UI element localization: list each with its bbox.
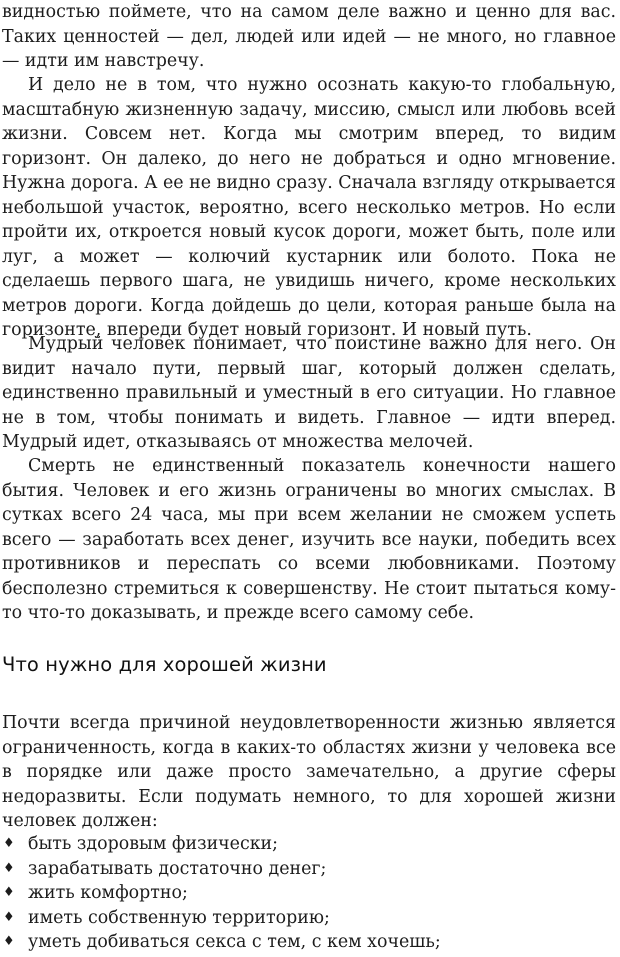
diamond-bullet-icon: ♦ <box>3 909 15 925</box>
paragraph-2: И дело не в том, что нужно осознать какую-то глобальную, масштабную жизненную задачу, миссию, смысл или любовь всей жизни. Совсем нет. Когда мы смотрим вперед, то видим горизонт. Он далеко, до него не добраться и одно мгновение. Нужна дорога. А ее не видно сразу. Сначала взгляду открывается небольшой участок, вероятно, всего несколько метров. Но если пройти их, откроется новый кусок дороги, может быть, поле или луг, а может — колючий кустарник или болото. Пока не сделаешь первого шага, не увидишь ничего, кроме нескольких метров дороги. Когда дойдешь до цели, которая раньше была на горизонте, впереди будет новый горизонт. И новый путь. <box>2 75 616 340</box>
paragraph-4: Смерть не единственный показатель конечности нашего бытия. Человек и его жизнь ограничены во многих смыслах. В сутках всего 24 часа, мы при всем желании не сможем успеть всего — заработать всех денег, изучить все науки, победить всех противников и переспать со всеми любовниками. Поэтому бесполезно стремиться к совершенству. Не стоит пытаться кому-то что-то доказывать, и прежде всего самому себе. <box>2 456 616 623</box>
list-item-text: уметь добиваться секса с тем, с кем хочешь; <box>28 932 441 953</box>
diamond-bullet-icon: ♦ <box>3 836 15 851</box>
list-item <box>2 832 616 857</box>
list-item-text: зарабатывать достаточно денег; <box>28 858 327 879</box>
bullet-list <box>2 832 616 955</box>
paragraph-3: Мудрый человек понимает, что поистине важно для него. Он видит начало пути, первый шаг, который должен сделать, единственно правильный и уместный в его ситуации. Но главное не в том, чтобы понимать и видеть. Главное — идти вперед. Мудрый идет, отказываясь от множества мелочей. <box>2 334 616 452</box>
paragraph-1: видностью поймете, что на самом деле важно и ценно для вас. Таких ценностей — дел, людей или идей — не много, но главное — идти им навстречу. <box>2 2 616 71</box>
diamond-bullet-icon: ♦ <box>3 934 15 950</box>
list-item <box>2 906 616 931</box>
list-item <box>2 881 616 906</box>
list-item-text: быть здоровым физически; <box>28 834 279 854</box>
paragraph-5: Почти всегда причиной неудовлетворенности жизнью является ограниченность, когда в каких-то областях жизни у человека все в порядке или даже просто замечательно, а другие сферы недоразвиты. Если подумать немного, то для хорошей жизни человек должен: <box>2 713 616 831</box>
list-item-text: жить комфортно; <box>28 883 188 904</box>
list-item-text: иметь собственную территорию; <box>28 907 330 928</box>
diamond-bullet-icon: ♦ <box>3 885 15 901</box>
list-item <box>2 857 616 882</box>
diamond-bullet-icon: ♦ <box>3 860 15 876</box>
list-item <box>2 930 616 955</box>
section-heading: Что нужно для хорошей жизни <box>2 653 327 676</box>
